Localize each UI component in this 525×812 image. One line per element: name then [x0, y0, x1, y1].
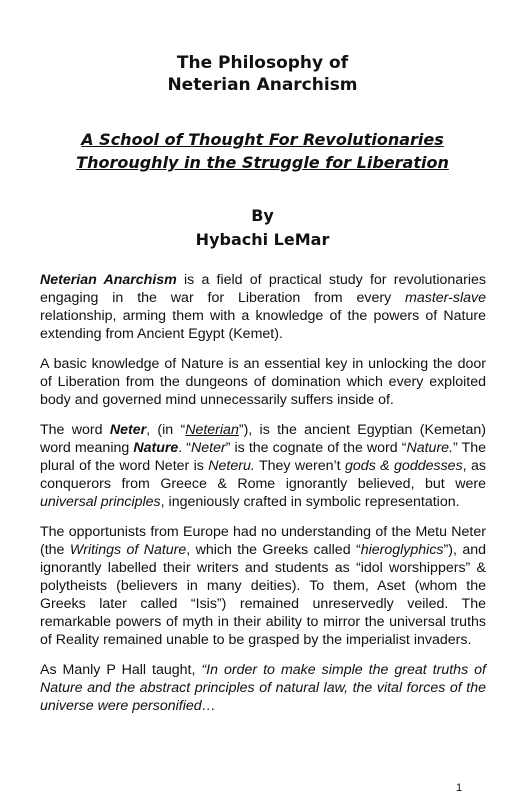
- document-subtitle: [0, 128, 525, 174]
- paragraph-4-text-b: , which the Greeks called “: [186, 542, 361, 558]
- paragraph-1-text-a: is a field of practical study for revolutionaries engaging in the war for Liberation from every: [40, 272, 486, 306]
- emphasis-neter: Neter: [191, 440, 226, 456]
- emphasis-master-slave: master-slave: [405, 290, 486, 306]
- title-line-1: The Philosophy of: [176, 53, 349, 73]
- byline-author: Hybachi LeMar: [195, 230, 330, 249]
- paragraph-3: [40, 421, 486, 511]
- title-line-2: Neterian Anarchism: [167, 75, 358, 95]
- paragraph-3-text-a: The word: [40, 422, 110, 438]
- emphasis-nature: Nature.: [406, 440, 454, 456]
- emphasis-gods-goddesses: gods & goddesses: [345, 458, 463, 474]
- paragraph-2-text: A basic knowledge of Nature is an essential key in unlocking the door of Liberation from the dungeons of domination which every exploited body and governed mind unnecessarily suffers inside of.: [40, 356, 486, 408]
- paragraph-4: [40, 523, 486, 649]
- emphasis-universal-principles: universal principles: [40, 494, 161, 510]
- paragraph-4-text-a: The opportunists from Europe had no understanding of the Metu Neter (the: [40, 524, 486, 558]
- paragraph-3-text-d: . “: [178, 440, 192, 456]
- term-neterian-anarchism: Neterian Anarchism: [40, 272, 177, 288]
- subtitle-line-2: Thoroughly in the Struggle for Liberation: [76, 153, 449, 172]
- term-neter: Neter: [109, 422, 147, 438]
- paragraph-3-text-b: , (in “: [146, 422, 186, 438]
- paragraph-5: [40, 661, 486, 715]
- paragraph-5-text-a: As Manly P Hall taught,: [40, 662, 202, 678]
- paragraph-3-text-e: ” is the cognate of the word “: [225, 440, 407, 456]
- term-neterian: Neterian: [185, 422, 239, 438]
- paragraph-3-text-i: , ingeniously crafted in symbolic representation.: [160, 494, 460, 510]
- paragraph-3-text-c: ”), is the ancient Egyptian (Kemetan) word meaning: [40, 422, 486, 456]
- body-text: [40, 271, 486, 725]
- paragraph-1: [40, 271, 486, 343]
- byline-by: By: [251, 206, 274, 225]
- subtitle-line-1: A School of Thought For Revolutionaries: [81, 130, 444, 149]
- document-title: [0, 52, 525, 96]
- paragraph-2: [40, 355, 486, 409]
- term-nature: Nature: [133, 440, 179, 456]
- paragraph-4-text-c: ”), and ignorantly labelled their writers and students as “idol worshippers” & polytheists (believers in many deities). To them, Aset (whom the Greeks later called “Isis”) remained unreservedly veiled. The remarkable powers of myth in their ability to mirror the universal truths of Reality remained unable to be grasped by the imperialist invaders.: [40, 542, 486, 648]
- emphasis-neteru: Neteru.: [208, 458, 255, 474]
- paragraph-1-text-b: relationship, arming them with a knowledge of the powers of Nature extending from Ancient Egypt (Kemet).: [40, 308, 486, 342]
- byline: [0, 204, 525, 252]
- emphasis-writings-of-nature: Writings of Nature: [69, 542, 187, 558]
- paragraph-3-text-f: ” The plural of the word Neter is: [40, 440, 487, 474]
- page-number: 1: [456, 782, 463, 794]
- emphasis-hieroglyphics: hieroglyphics: [360, 542, 444, 558]
- quote-manly-p-hall: “In order to make simple the great truths of Nature and the abstract principles of natural law, the vital forces of the universe were personified…: [40, 662, 486, 714]
- paragraph-3-text-h: , as conquerors from Greece & Rome ignorantly believed, but were: [40, 458, 486, 492]
- paragraph-3-text-g: They weren’t: [254, 458, 346, 474]
